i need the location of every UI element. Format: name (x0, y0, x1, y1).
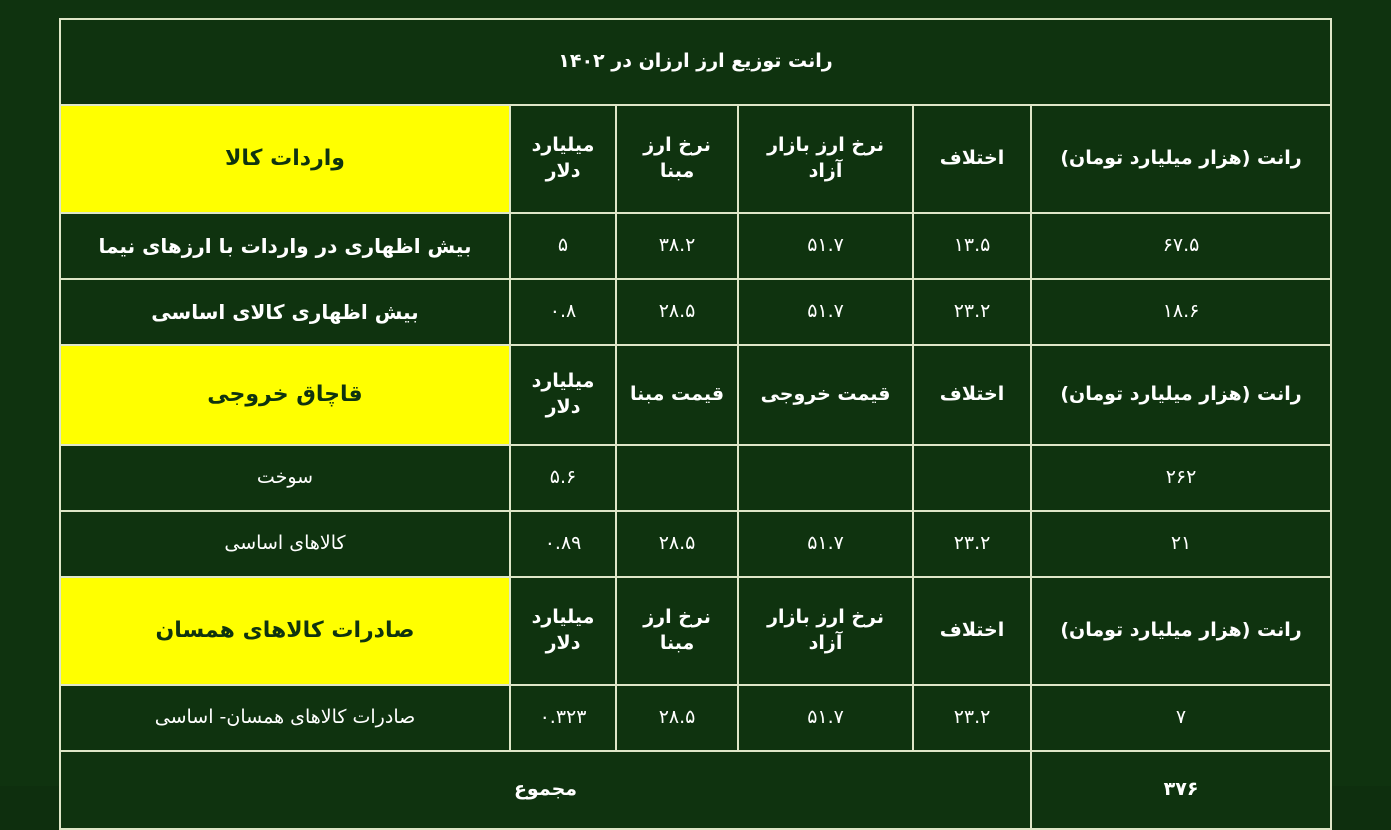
column-header-exit-price: قیمت خروجی (738, 345, 913, 445)
page-title: رانت توزیع ارز ارزان در ۱۴۰۲ (60, 19, 1331, 105)
cell-rent: ۷ (1031, 685, 1331, 751)
table-row (60, 279, 1331, 345)
cell-diff: ۲۳.۲ (913, 511, 1031, 577)
column-header-usd: میلیارد دلار (510, 105, 616, 213)
section-title-smuggling: قاچاق خروجی (60, 345, 510, 445)
cell-base-rate: ۳۸.۲ (616, 213, 738, 279)
table-row (60, 213, 1331, 279)
table-row (60, 511, 1331, 577)
cell-base-rate: ۲۸.۵ (616, 279, 738, 345)
cell-exit-price: ۵۱.۷ (738, 511, 913, 577)
cell-usd: ۵ (510, 213, 616, 279)
column-header-rent: رانت (هزار میلیارد تومان) (1031, 105, 1331, 213)
cell-usd: ۰.۸۹ (510, 511, 616, 577)
cell-exit-price (738, 445, 913, 511)
column-header-base-rate: نرخ ارز مبنا (616, 105, 738, 213)
cell-base-price (616, 445, 738, 511)
cell-rent: ۲۶۲ (1031, 445, 1331, 511)
column-header-base-rate: نرخ ارز مبنا (616, 577, 738, 685)
table-row (60, 685, 1331, 751)
cell-rent: ۲۱ (1031, 511, 1331, 577)
column-header-diff: اختلاف (913, 345, 1031, 445)
cell-label: سوخت (60, 445, 510, 511)
cell-label: صادرات کالاهای همسان- اساسی (60, 685, 510, 751)
cell-diff (913, 445, 1031, 511)
table-total-row (60, 751, 1331, 829)
section-title-imports: واردات کالا (60, 105, 510, 213)
column-header-usd: میلیارد دلار (510, 345, 616, 445)
section-header-imports (60, 105, 1331, 213)
cell-usd: ۰.۳۲۳ (510, 685, 616, 751)
cell-label: بیش اظهاری کالای اساسی (60, 279, 510, 345)
cell-label: کالاهای اساسی (60, 511, 510, 577)
column-header-base-price: قیمت مبنا (616, 345, 738, 445)
column-header-diff: اختلاف (913, 577, 1031, 685)
column-header-usd: میلیارد دلار (510, 577, 616, 685)
section-title-exports: صادرات کالاهای همسان (60, 577, 510, 685)
column-header-rent: رانت (هزار میلیارد تومان) (1031, 577, 1331, 685)
cell-base-price: ۲۸.۵ (616, 511, 738, 577)
cell-rent: ۱۸.۶ (1031, 279, 1331, 345)
table-row (60, 445, 1331, 511)
section-header-exports (60, 577, 1331, 685)
column-header-diff: اختلاف (913, 105, 1031, 213)
cell-diff: ۲۳.۲ (913, 685, 1031, 751)
cell-base-rate: ۲۸.۵ (616, 685, 738, 751)
cell-diff: ۱۳.۵ (913, 213, 1031, 279)
cell-free-rate: ۵۱.۷ (738, 213, 913, 279)
cell-free-rate: ۵۱.۷ (738, 685, 913, 751)
cell-rent: ۶۷.۵ (1031, 213, 1331, 279)
cell-usd: ۰.۸ (510, 279, 616, 345)
table-title-row (60, 19, 1331, 105)
total-value: ۳۷۶ (1031, 751, 1331, 829)
cell-diff: ۲۳.۲ (913, 279, 1031, 345)
cell-label: بیش اظهاری در واردات با ارزهای نیما (60, 213, 510, 279)
column-header-free-rate: نرخ ارز بازار آزاد (738, 577, 913, 685)
section-header-smuggling (60, 345, 1331, 445)
cell-free-rate: ۵۱.۷ (738, 279, 913, 345)
column-header-free-rate: نرخ ارز بازار آزاد (738, 105, 913, 213)
column-header-rent: رانت (هزار میلیارد تومان) (1031, 345, 1331, 445)
cell-usd: ۵.۶ (510, 445, 616, 511)
total-label: مجموع (60, 751, 1031, 829)
rent-distribution-table (59, 18, 1332, 830)
